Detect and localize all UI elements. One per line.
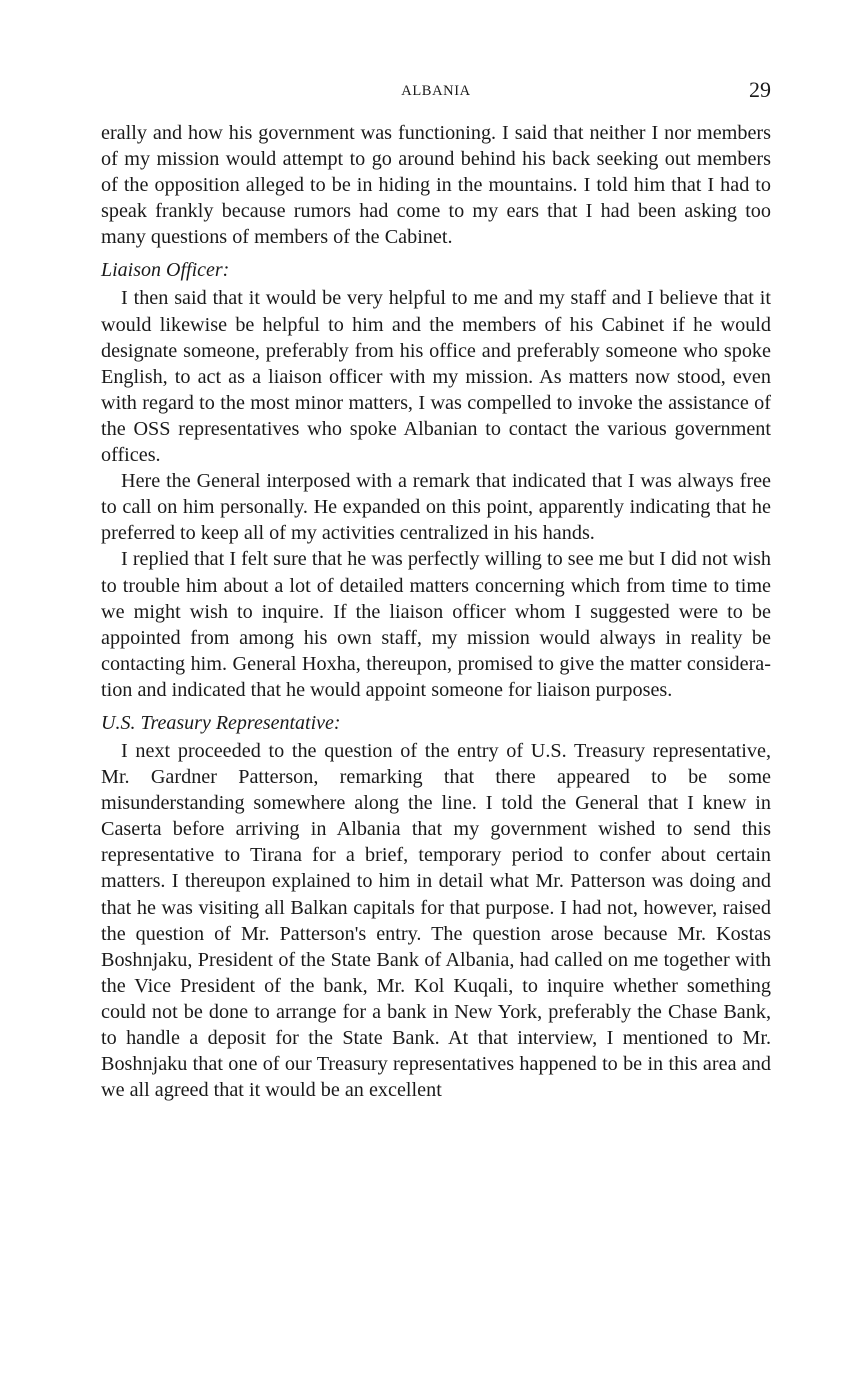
body-text [101,120,771,1103]
paragraph: Here the General interposed with a remark that indicated that I was always free to call on him personally. He expanded on this point, apparently indicating that he preferred to keep all of my activities centralized in his hands. [101,470,771,545]
section-heading-treasury-representative: U.S. Treasury Representative: [101,711,341,734]
paragraph: I then said that it would be very helpful to me and my staff and I believe that it would likewise be helpful to him and the members of his Cabinet if he would designate someone, preferably from his office and preferably someone who spoke English, to act as a liaison officer with my mission. As matters now stood, even with regard to the most minor matters, I was compelled to invoke the assistance of the OSS representatives who spoke Albanian to contact the various government offices. [101,287,771,467]
page-number: 29 [749,77,771,102]
paragraph: I next proceeded to the question of the entry of U.S. Treasury representative, Mr. Gardner Patterson, remarking that there appeared to be some misunderstanding somewhere along the line. I told the General that I knew in Caserta before arriving in Albania that my government wished to send this representative to Tirana for a brief, temporary period to confer about certain matters. I thereupon explained to him in detail what Mr. Patterson was doing and that he was visiting all Balkan capitals for that purpose. I had not, however, raised the question of Mr. Patterson's entry. The question arose because Mr. Kostas Boshnjaku, President of the State Bank of Albania, had called on me together with the Vice President of the bank, Mr. Kol Kuqali, to inquire whether something could not be done to arrange for a bank in New York, preferably the Chase Bank, to handle a deposit for the State Bank. At that interview, I mentioned to Mr. Boshnjaku that one of our Treasury representatives happened to be in this area and we all agreed that it would be an excellent [101,739,771,1102]
book-page [101,76,771,1103]
running-title: ALBANIA [401,83,471,99]
running-header [101,76,771,106]
paragraph: I replied that I felt sure that he was perfectly willing to see me but I did not wish to trouble him about a lot of detailed matters concerning which from time to time we might wish to inquire. If the liaison officer whom I suggested were to be appointed from among his own staff, my mission would always in reality be contacting him. General Hoxha, thereupon, promised to give the matter consideration and indicated that he would appoint someone for liaison purposes. [101,548,771,701]
paragraph-continued: erally and how his government was functioning. I said that neither I nor members of my mission would attempt to go around behind his back seeking out members of the opposition alleged to be in hiding in the mountains. I told him that I had to speak frankly because rumors had come to my ears that I had been asking too many questions of members of the Cabinet. [101,122,771,249]
section-heading-liaison-officer: Liaison Officer: [101,259,230,282]
